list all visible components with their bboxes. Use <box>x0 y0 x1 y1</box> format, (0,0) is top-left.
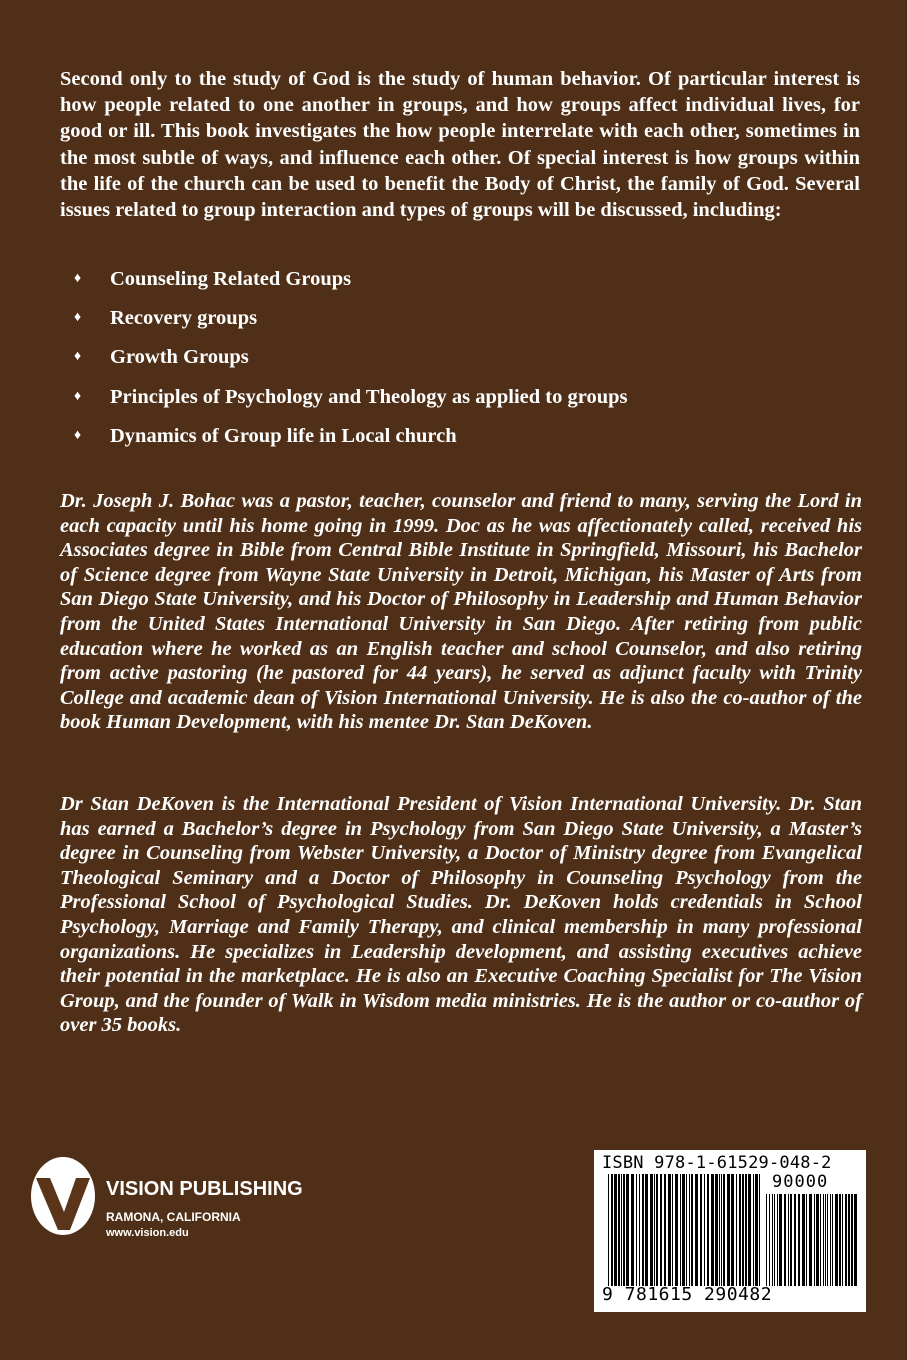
author-bio-bohac: Dr. Joseph J. Bohac was a pastor, teacher, counselor and friend to many, serving the Lord in each capacity until his home going in 1999. Doc as he was affectionately called, received his Associates degree in Bible from Central Bible Institute in Springfield, Missouri, his Bachelor of Science degree from Wayne State University in Detroit, Michigan, his Master of Arts from San Diego State University, and his Doctor of Philosophy in Leadership and Human Behavior from the United States International University in San Diego. After retiring from public education where he worked as an English teacher and school Counselor, and also retiring from active pastoring (he pastored for 44 years), he served as adjunct faculty with Trinity College and academic dean of Vision International University. He is also the co-author of the book Human Development, with his mentee Dr. Stan DeKoven. <box>60 490 862 734</box>
list-item: ♦ Growth Groups <box>74 346 249 369</box>
isbn-label: ISBN 978-1-61529-048-2 <box>602 1153 832 1173</box>
list-item: ♦ Dynamics of Group life in Local church <box>74 424 457 447</box>
publisher-name: VISION PUBLISHING <box>106 1178 303 1200</box>
diamond-bullet-icon: ♦ <box>74 427 82 443</box>
list-item: ♦ Principles of Psychology and Theology as applied to groups <box>74 385 628 408</box>
topic-list <box>74 266 854 462</box>
isbn-barcode <box>594 1150 866 1312</box>
publisher-logo <box>30 1156 330 1246</box>
diamond-bullet-icon: ♦ <box>74 271 82 286</box>
ean-barcode-bars <box>608 1174 762 1286</box>
diamond-bullet-icon: ♦ <box>74 310 82 326</box>
price-code: 90000 <box>772 1172 829 1192</box>
ean-digits: 9 781615 290482 <box>602 1284 773 1305</box>
diamond-bullet-icon: ♦ <box>74 349 82 365</box>
author-bio-dekoven: Dr Stan DeKoven is the International President of Vision International University. Dr. Stan has earned a Bachelor’s degree in Psychology from San Diego State University, a Master’s degree in Counseling from Webster University, a Doctor of Ministry degree from Evangelical Theological Seminary and a Doctor of Philosophy in Counseling Psychology from the Professional School of Psychological Studies. Dr. DeKoven holds credentials in School Psychology, Marriage and Family Therapy, and clinical membership in many professional organizations. He specializes in Leadership development, and assisting executives achieve their potential in the marketplace. He is also an Executive Coaching Specialist for The Vision Group, and the founder of Walk in Wisdom media ministries. He is the author or co-author of over 35 books. <box>60 793 862 1037</box>
publisher-url[interactable]: www.vision.edu <box>106 1227 189 1239</box>
diamond-bullet-icon: ♦ <box>74 388 82 404</box>
list-item: ♦ Counseling Related Groups <box>74 268 352 290</box>
intro-paragraph: Second only to the study of God is the study of human behavior. Of particular interest is how people related to one another in groups, and how groups affect individual lives, for good or ill. This book investigates the how people interrelate with each other, sometimes in the most subtle of ways, and influence each other. Of special interest is how groups within the life of the church can be used to benefit the Body of Christ, the family of God. Several issues related to group interaction and types of groups will be discussed, including: <box>60 68 860 222</box>
publisher-location: RAMONA, CALIFORNIA <box>106 1210 241 1224</box>
vision-v-logo-icon <box>30 1156 96 1236</box>
list-item: ♦ Recovery groups <box>74 307 258 330</box>
price-barcode-bars <box>766 1194 860 1286</box>
